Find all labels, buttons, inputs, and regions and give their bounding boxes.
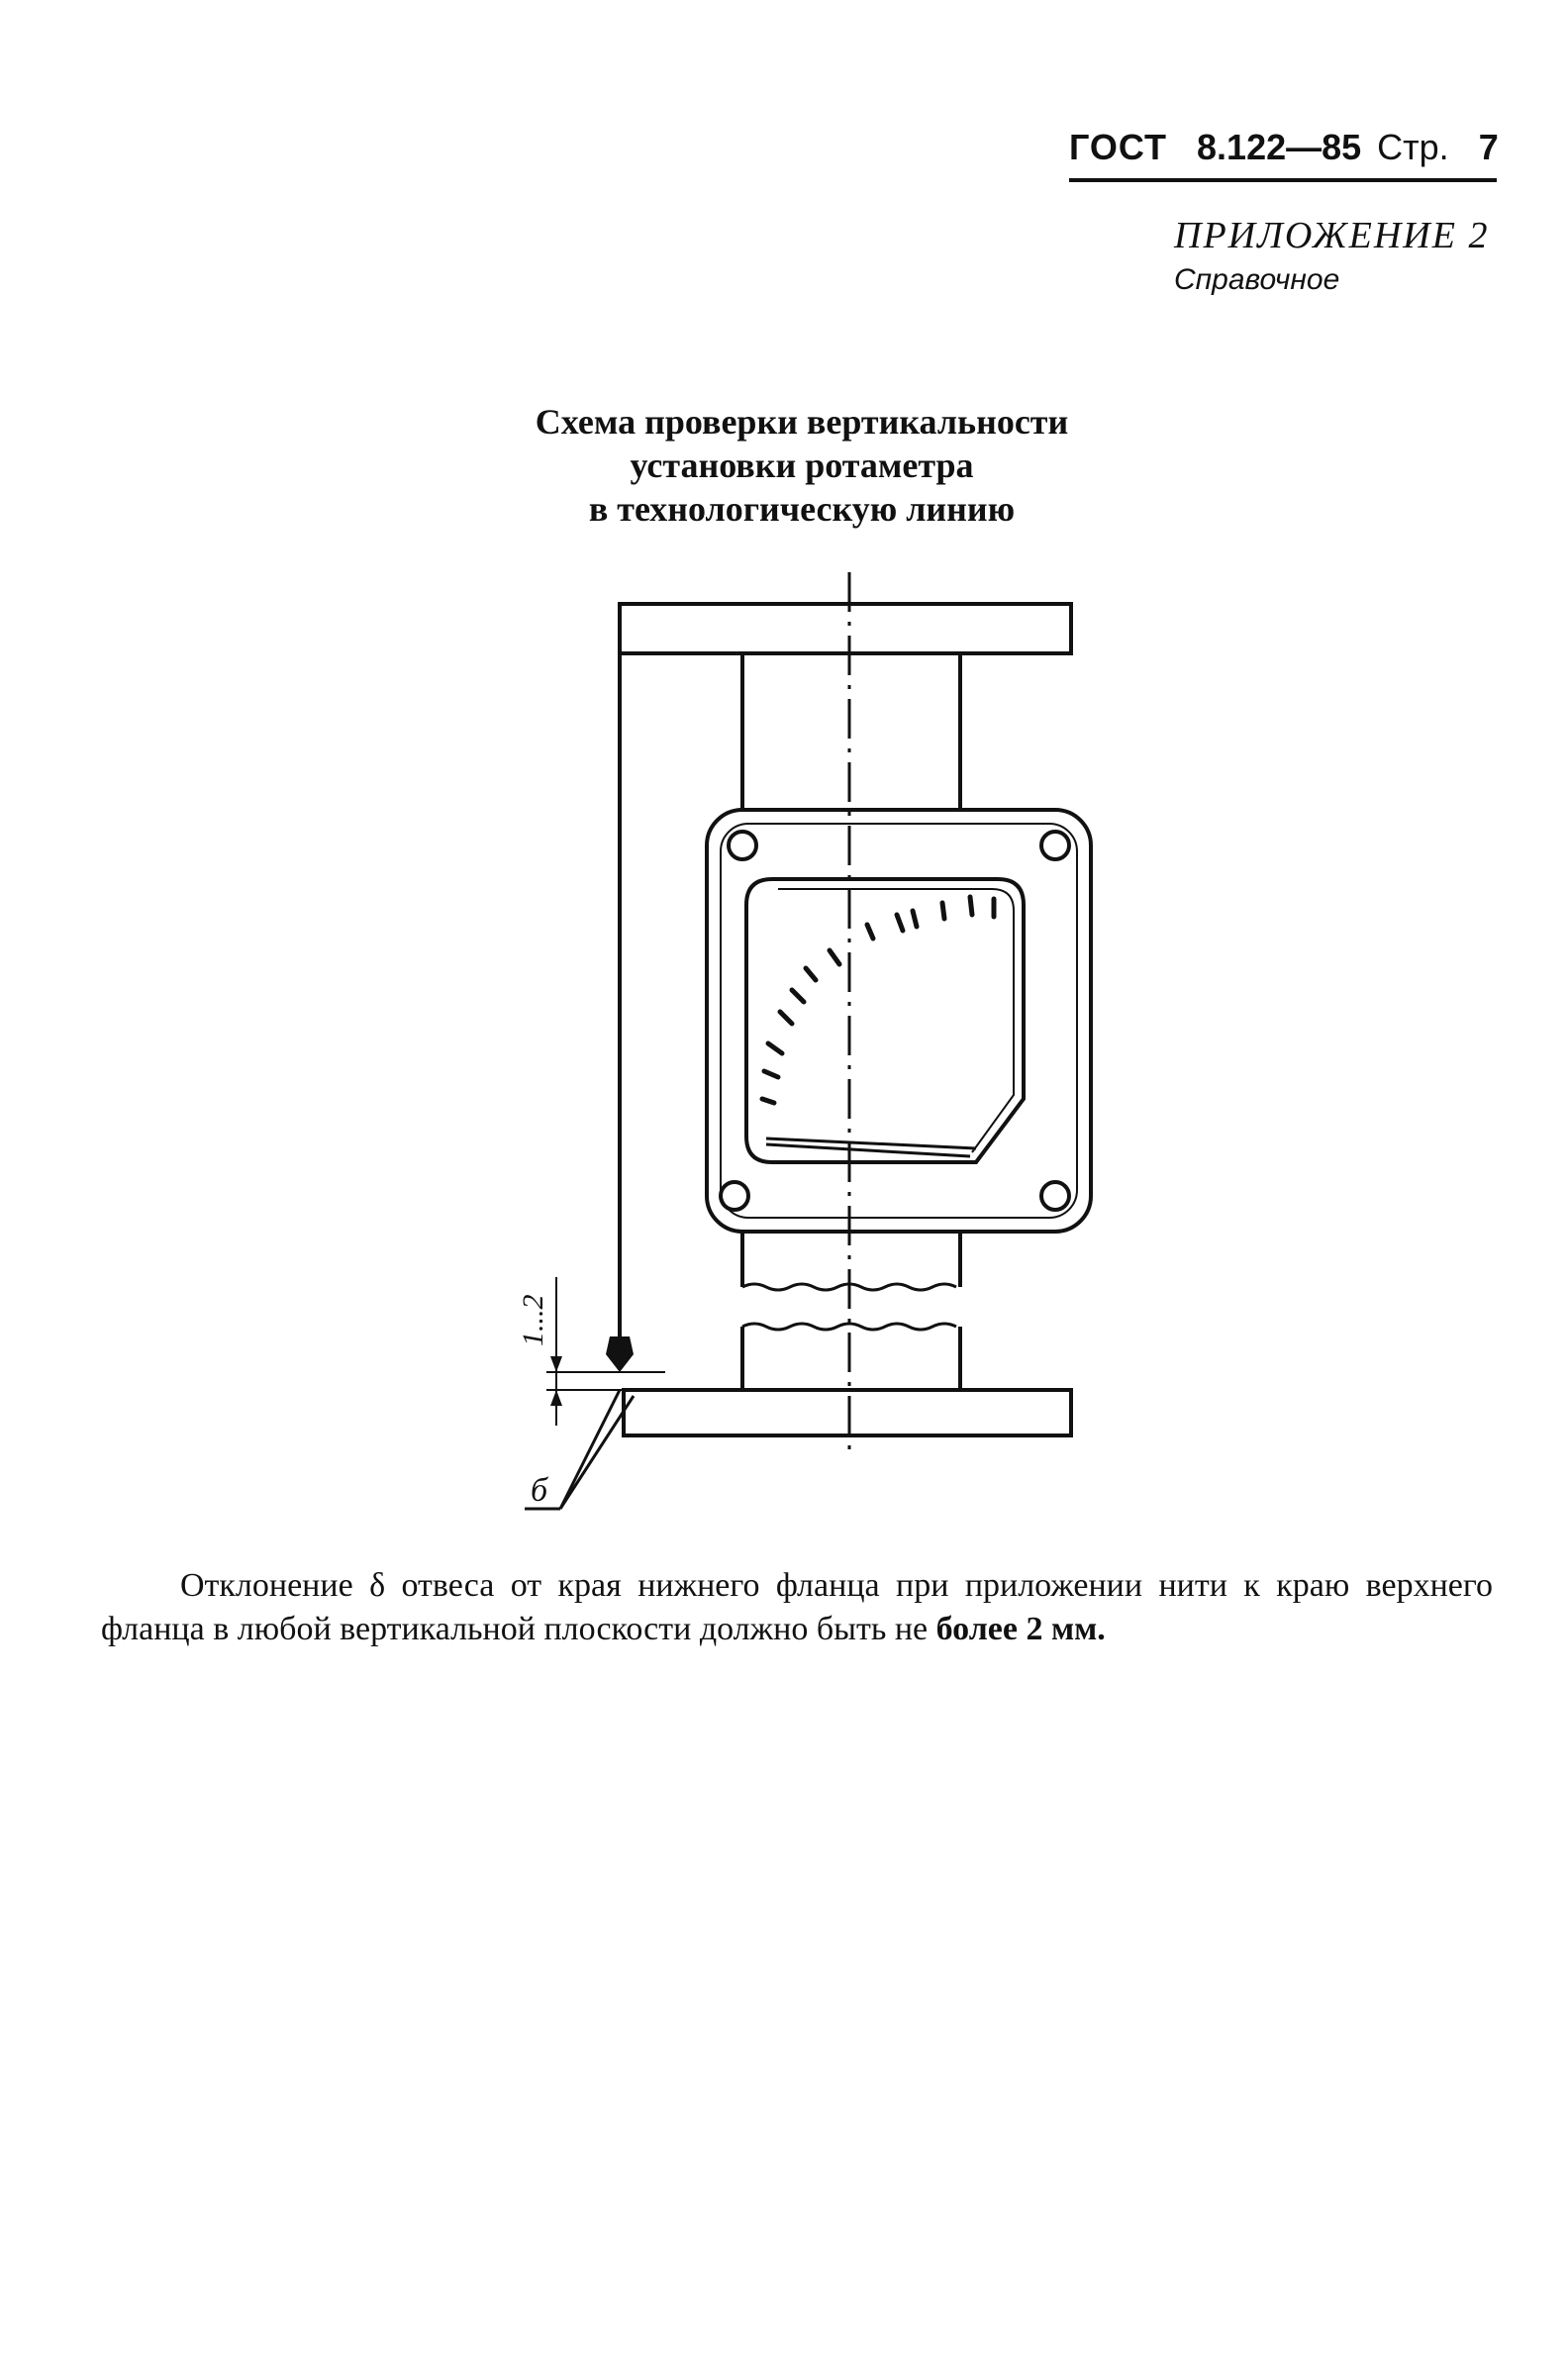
dimension-arrow-top (550, 1356, 562, 1372)
page-label: Стр. (1377, 127, 1449, 167)
gost-number: 8.122—85 (1197, 127, 1362, 167)
window-inner-edge (778, 889, 1014, 1152)
bolt-hole-bottom-right (1041, 1182, 1069, 1210)
scale-mark (806, 968, 816, 980)
scale-mark (897, 915, 903, 931)
delta-leader-2 (560, 1396, 634, 1509)
figure-title-line-2: установки ротаметра (630, 445, 974, 485)
bolt-hole-top-right (1041, 832, 1069, 859)
break-line-bottom (742, 1324, 956, 1330)
figure-title-line-3: в технологическую линию (588, 489, 1016, 529)
scale-mark (867, 925, 873, 939)
scale-mark (762, 1099, 774, 1103)
scale-mark (913, 911, 917, 927)
top-flange (620, 604, 1071, 653)
page-number: 7 (1478, 127, 1499, 167)
scale-mark (830, 950, 839, 964)
delta-leader-1 (560, 1390, 620, 1509)
scale-mark (764, 1071, 778, 1077)
scale-mark (942, 903, 944, 919)
appendix-subtitle: Справочное (1174, 263, 1340, 296)
body-paragraph-end: более 2 мм. (935, 1611, 1106, 1647)
delta-label: б (531, 1472, 548, 1509)
plumb-bob (606, 1336, 634, 1372)
body-paragraph (101, 1564, 1493, 1651)
scale-mark (780, 1012, 792, 1024)
scale-mark (768, 1043, 782, 1053)
gost-label: ГОСТ (1069, 127, 1168, 167)
dimension-label: 1...2 (517, 1294, 549, 1346)
scale-mark (970, 897, 972, 915)
figure-title-line-1: Схема проверки вертикальности (535, 402, 1069, 442)
meter-body-outer (707, 810, 1091, 1232)
bolt-hole-bottom-left (721, 1182, 748, 1210)
body-paragraph-main: Отклонение δ отвеса от края нижнего фланца при приложении нити к краю верхнего фланца в любой вертикальной плоскости должно быть не (101, 1567, 1493, 1647)
bottom-flange (624, 1390, 1071, 1435)
scale-mark (792, 990, 804, 1002)
dimension-arrow-bottom (550, 1390, 562, 1406)
bolt-hole-top-left (729, 832, 756, 859)
appendix-title: ПРИЛОЖЕНИЕ 2 (1174, 215, 1490, 256)
